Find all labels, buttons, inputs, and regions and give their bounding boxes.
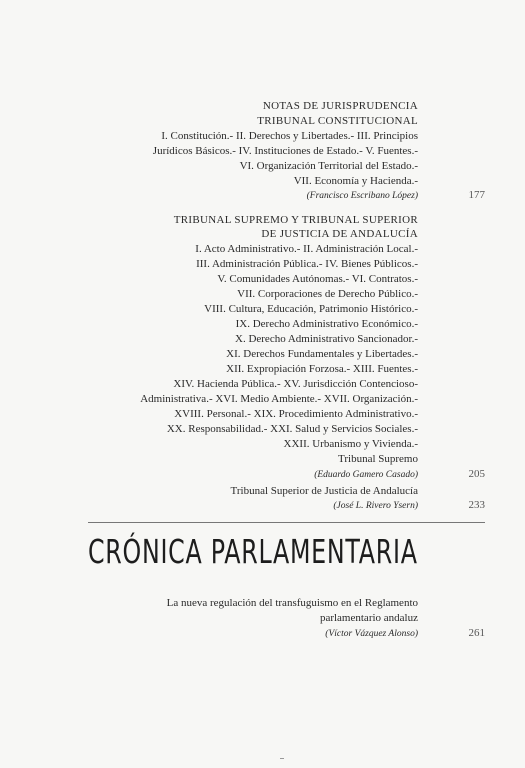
subject-line: XII. Expropiación Forzosa.- XIII. Fuentes.- [226,363,418,375]
page-number: 233 [468,499,485,511]
page-number: 261 [468,627,485,639]
subject-line: XI. Derechos Fundamentales y Libertades.- [226,348,418,360]
subject-line: Administrativa.- XVI. Medio Ambiente.- XVII. Organización.- [140,393,418,405]
author-name: (Eduardo Gamero Casado) [314,470,418,480]
subject-line: XVIII. Personal.- XIX. Procedimiento Administrativo.- [174,408,418,420]
subject-line: I. Constitución.- II. Derechos y Libertades.- III. Principios [161,130,418,142]
page-number: 177 [468,189,485,201]
subject-line: XXII. Urbanismo y Vivienda.- [283,438,418,450]
subject-line: VII. Corporaciones de Derecho Público.- [237,288,418,300]
author-name: (Víctor Vázquez Alonso) [325,629,418,639]
subject-line: VI. Organización Territorial del Estado.- [239,160,418,172]
subject-line: IX. Derecho Administrativo Económico.- [235,318,418,330]
subject-line: Jurídicos Básicos.- IV. Instituciones de Estado.- V. Fuentes.- [152,145,418,157]
cronica-title: CRÓNICA PARLAMENTARIA [88,532,418,571]
section-heading: TRIBUNAL CONSTITUCIONAL [257,115,418,127]
subject-line: VII. Economía y Hacienda.- [293,175,418,187]
section-heading: TRIBUNAL SUPREMO Y TRIBUNAL SUPERIOR [173,214,418,226]
subject-line: I. Acto Administrativo.- II. Administración Local.- [195,243,418,255]
subject-line: La nueva regulación del transfuguismo en el Reglamento [166,597,418,609]
subject-line: Tribunal Superior de Justicia de Andalucía [230,485,418,497]
subject-line: III. Administración Pública.- IV. Bienes Públicos.- [196,258,418,270]
author-name: (José L. Rivero Ysern) [333,501,418,511]
subject-line: parlamentario andaluz [319,612,418,624]
subject-line: Tribunal Supremo [338,453,418,465]
subject-line: V. Comunidades Autónomas.- VI. Contratos.- [217,273,418,285]
page-mark [280,758,284,759]
subject-line: X. Derecho Administrativo Sancionador.- [235,333,418,345]
page-number: 205 [468,468,485,480]
section-divider [88,522,485,523]
subject-line: VIII. Cultura, Educación, Patrimonio Histórico.- [204,303,418,315]
subject-line: XIV. Hacienda Pública.- XV. Jurisdicción Contencioso- [173,378,418,390]
author-name: (Francisco Escribano López) [306,191,418,201]
subject-line: XX. Responsabilidad.- XXI. Salud y Servicios Sociales.- [166,423,418,435]
section-heading: NOTAS DE JURISPRUDENCIA [262,100,418,112]
section-heading: DE JUSTICIA DE ANDALUCÍA [261,228,418,240]
